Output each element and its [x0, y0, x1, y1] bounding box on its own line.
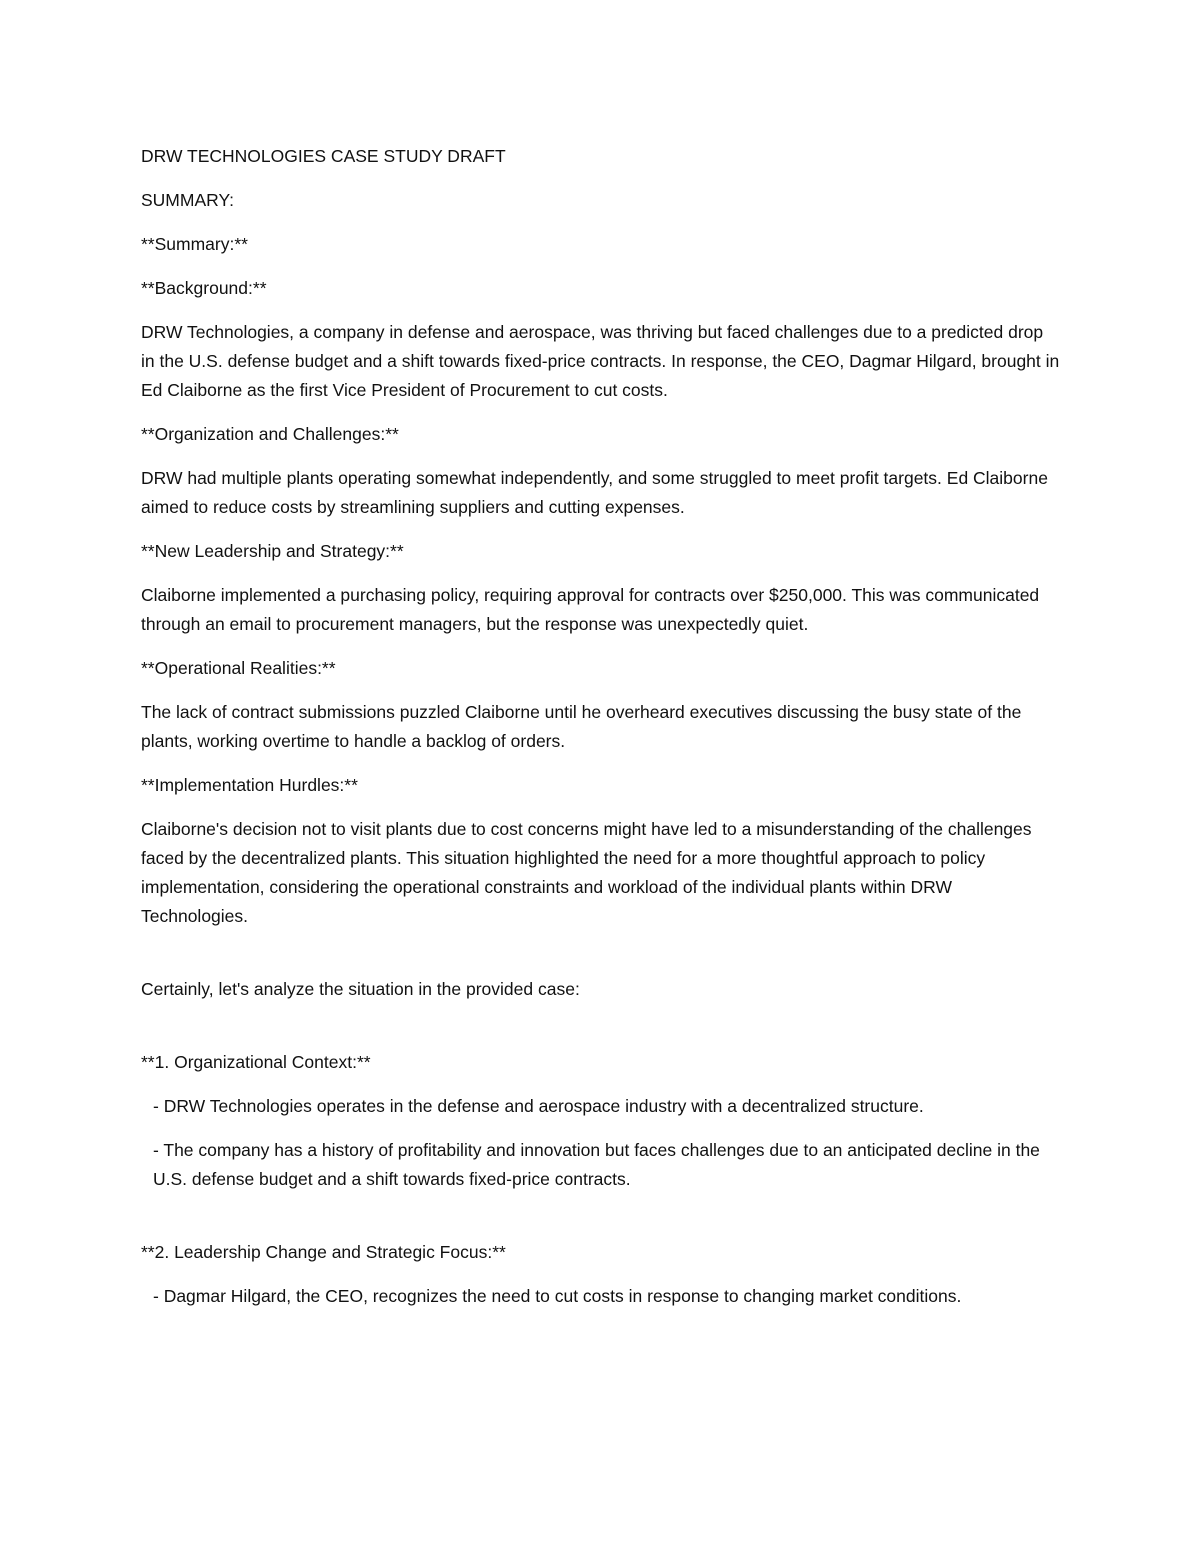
operational-paragraph: The lack of contract submissions puzzled Claiborne until he overheard executives discussing the busy state of the plants, working overtime to handle a backlog of orders.: [141, 702, 1022, 751]
document-body: [141, 142, 1061, 1326]
leadership-paragraph: Claiborne implemented a purchasing policy, requiring approval for contracts over $250,000. This was communicated through an email to procurement managers, but the response was unexpectedly quiet.: [141, 585, 1040, 634]
operational-heading: **Operational Realities:**: [141, 658, 336, 678]
section1-bullet: - DRW Technologies operates in the defense and aerospace industry with a decentralized structure.: [153, 1096, 924, 1116]
leadership-heading: **New Leadership and Strategy:**: [141, 541, 404, 561]
implementation-heading: **Implementation Hurdles:**: [141, 775, 358, 795]
section2-bullet: - Dagmar Hilgard, the CEO, recognizes the need to cut costs in response to changing market conditions.: [153, 1286, 962, 1306]
organization-heading: **Organization and Challenges:**: [141, 424, 399, 444]
implementation-paragraph: Claiborne's decision not to visit plants due to cost concerns might have led to a misunderstanding of the challenges faced by the decentralized plants. This situation highlighted the need for a more thoughtful approach to policy implementation, considering the operational constraints and workload of the individual plants within DRW Technologies.: [141, 819, 1032, 926]
analysis-intro: Certainly, let's analyze the situation in the provided case:: [141, 979, 580, 999]
summary-label: SUMMARY:: [141, 190, 235, 210]
background-heading: **Background:**: [141, 278, 267, 298]
organization-paragraph: DRW had multiple plants operating somewhat independently, and some struggled to meet profit targets. Ed Claiborne aimed to reduce costs by streamlining suppliers and cutting expenses.: [141, 468, 1048, 517]
summary-heading: **Summary:**: [141, 234, 248, 254]
section1-bullet: - The company has a history of profitability and innovation but faces challenges due to an anticipated decline in the U.S. defense budget and a shift towards fixed-price contracts.: [153, 1140, 1040, 1189]
document-title: DRW TECHNOLOGIES CASE STUDY DRAFT: [141, 146, 506, 166]
section2-heading: **2. Leadership Change and Strategic Focus:**: [141, 1242, 506, 1262]
background-paragraph: DRW Technologies, a company in defense and aerospace, was thriving but faced challenges due to a predicted drop in the U.S. defense budget and a shift towards fixed-price contracts. In response, the CEO, Dagmar Hilgard, brought in Ed Claiborne as the first Vice President of Procurement to cut costs.: [141, 322, 1060, 400]
section1-heading: **1. Organizational Context:**: [141, 1052, 371, 1072]
